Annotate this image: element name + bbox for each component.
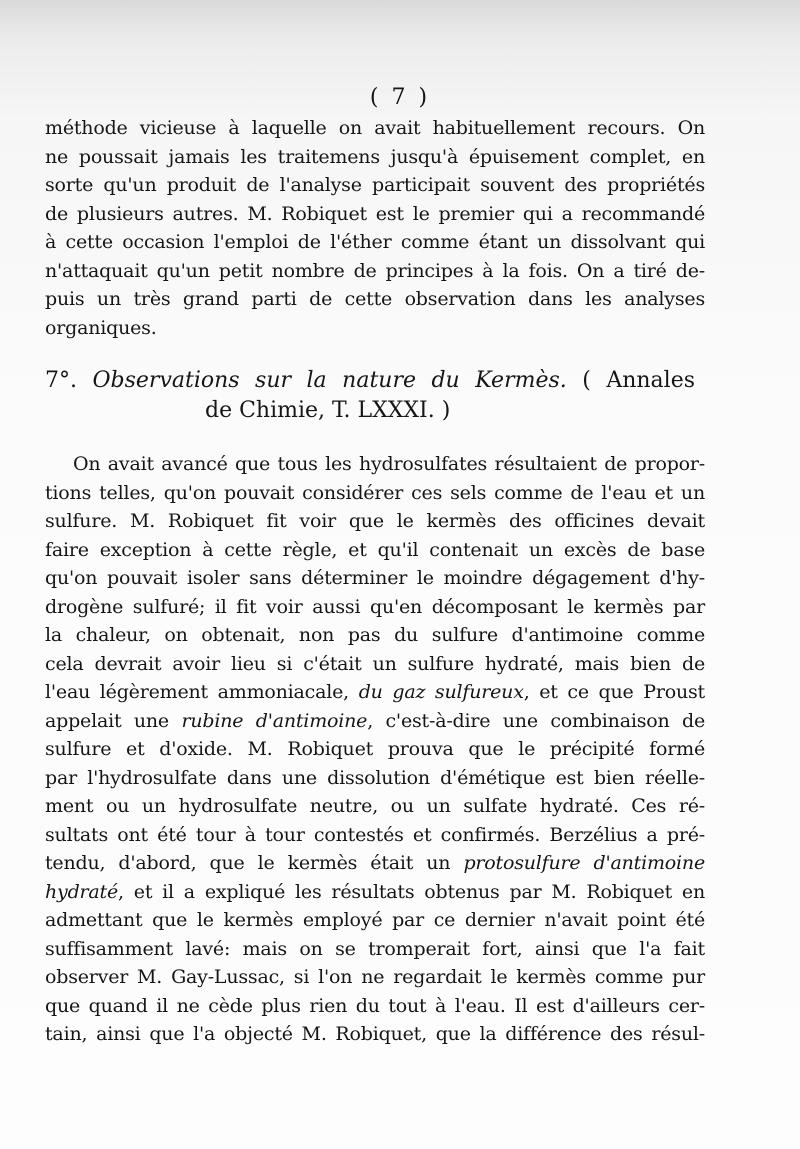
- text-line: sultats ont été tour à tour contestés et confirmés. Berzélius a pré-: [45, 823, 705, 846]
- text-segment: , et il a expliqué les résultats obtenus par M. Robiquet en: [118, 880, 705, 903]
- text-line: à cette occasion l'emploi de l'éther comme étant un dissolvant qui: [45, 231, 705, 253]
- text-segment: tendu, d'abord, que le kermès était un: [45, 852, 451, 874]
- paragraph-kermes: [45, 450, 705, 1049]
- text-line: faire exception à cette règle, et qu'il contenait un excès de base: [45, 538, 705, 561]
- italic-term: hydraté: [45, 880, 119, 903]
- text-line: de plusieurs autres. M. Robiquet est le premier qui a recommandé: [45, 202, 705, 225]
- text-line: organiques.: [45, 316, 157, 339]
- text-line: la chaleur, on obtenait, non pas du sulfure d'antimoine comme: [45, 624, 705, 646]
- text-line: puis un très grand parti de cette observation dans les analyses: [45, 288, 705, 310]
- text-line: observer M. Gay-Lussac, si l'on ne regardait le kermès comme pur: [45, 966, 705, 988]
- section-heading: [45, 366, 695, 426]
- text-line: admettant que le kermès employé par ce dernier n'avait point été: [45, 909, 705, 931]
- italic-term: protosulfure d'antimoine: [463, 852, 705, 874]
- text-line: [45, 878, 705, 907]
- text-line: que quand il ne cède plus rien du tout à l'eau. Il est d'ailleurs cer-: [45, 994, 705, 1017]
- heading-source: de Chimie, T. LXXXI. ): [205, 398, 451, 423]
- text-line: tions telles, qu'on pouvait considérer ces sels comme de l'eau et un: [45, 481, 705, 504]
- text-line: sulfure et d'oxide. M. Robiquet prouva que le précipité formé: [45, 738, 705, 760]
- text-line: [45, 849, 705, 878]
- text-line: suffisamment lavé: mais on se tromperait fort, ainsi que l'a fait: [45, 937, 705, 960]
- text-line: cela devrait avoir lieu si c'était un sulfure hydraté, mais bien de: [45, 652, 705, 675]
- section-title: Observations sur la nature du Kermès.: [92, 368, 567, 393]
- text-line: On avait avancé que tous les hydrosulfates résultaient de propor-: [73, 453, 705, 475]
- text-segment: appelait une: [45, 709, 169, 732]
- text-line: [45, 678, 705, 707]
- heading-line-1: [45, 366, 695, 396]
- text-line: sorte qu'un produit de l'analyse participait souvent des propriétés: [45, 174, 705, 196]
- italic-term: rubine d'antimoine: [181, 709, 368, 732]
- text-line: par l'hydrosulfate dans une dissolution d'émétique est bien réelle-: [45, 766, 705, 789]
- text-segment: l'eau légèrement ammoniacale,: [45, 681, 350, 703]
- text-line: ment ou un hydrosulfate neutre, ou un sulfate hydraté. Ces ré-: [45, 795, 705, 817]
- heading-source-start: ( Annales: [582, 368, 696, 393]
- text-segment: , c'est-à-dire une combinaison de: [367, 709, 705, 732]
- text-line: [45, 707, 705, 736]
- paragraph-continuation: [45, 114, 705, 342]
- text-line: qu'on pouvait isoler sans déterminer le moindre dégagement d'hy-: [45, 567, 705, 589]
- page-number: ( 7 ): [369, 85, 431, 110]
- text-line: drogène sulfuré; il fit voir aussi qu'en décomposant le kermès par: [45, 595, 705, 618]
- text-line: tain, ainsi que l'a objecté M. Robiquet, que la différence des résul-: [45, 1023, 705, 1045]
- section-number: 7°.: [45, 368, 77, 393]
- text-segment: , et ce que Proust: [523, 681, 705, 703]
- text-line: ne poussait jamais les traitemens jusqu'à épuisement complet, en: [45, 145, 705, 168]
- text-line: n'attaquait qu'un petit nombre de principes à la fois. On a tiré de-: [45, 259, 705, 282]
- text-line: sulfure. M. Robiquet fit voir que le kermès des officines devait: [45, 510, 705, 532]
- italic-term: du gaz sulfureux: [358, 681, 524, 703]
- text-line: méthode vicieuse à laquelle on avait habituellement recours. On: [45, 117, 705, 139]
